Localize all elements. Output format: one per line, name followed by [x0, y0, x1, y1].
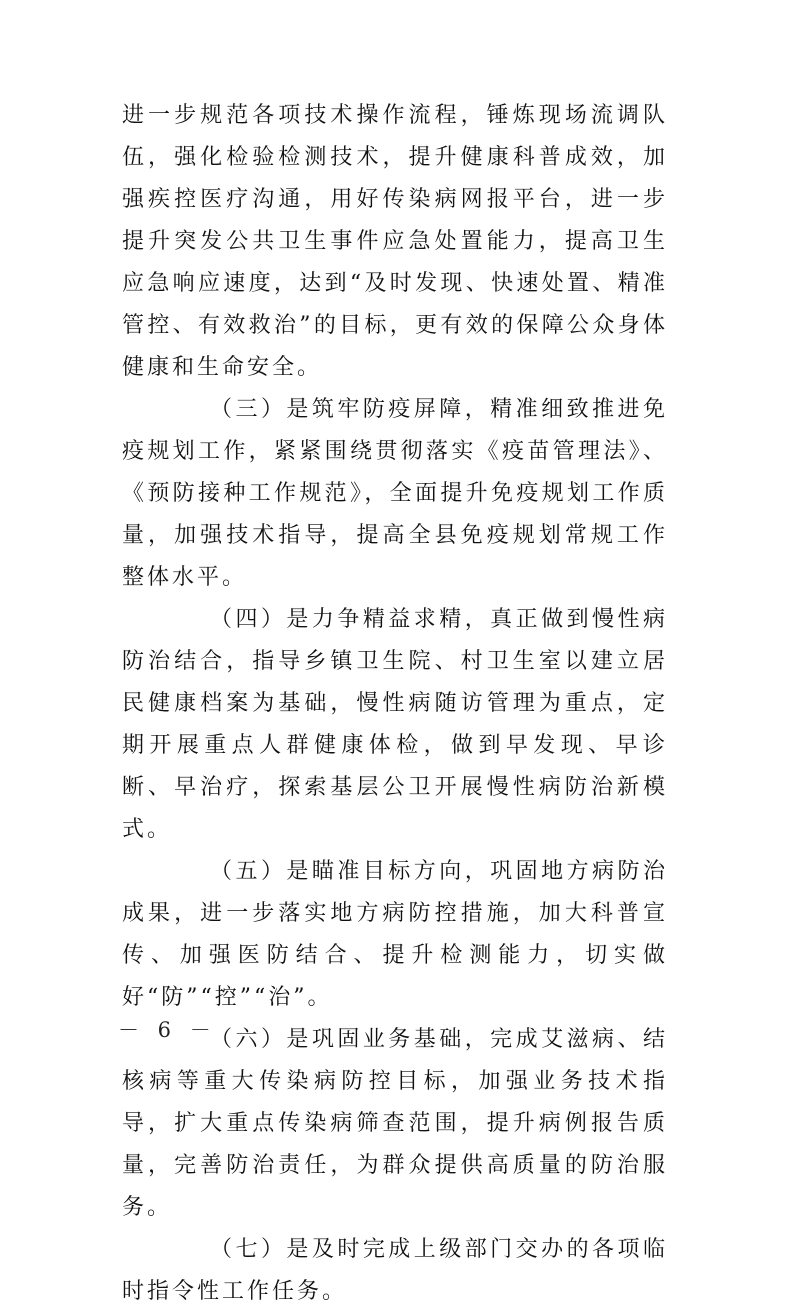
paragraph-continuation: 进一步规范各项技术操作流程，锤炼现场流调队伍，强化检验检测技术，提升健康科普成效，加强疾控医疗沟通，用好传染病网报平台，进一步提升突发公共卫生事件应急处置能力，提高卫生应急响应速度，达到“及时发现、快速处置、精准管控、有效救治”的目标，更有效的保障公众身体健康和生命安全。	[122, 103, 668, 380]
paragraph-item-7: （七）是及时完成上级部门交办的各项临时指令性工作任务。	[122, 1237, 668, 1304]
paragraph-item-3: （三）是筑牢防疫屏障，精准细致推进免疫规划工作，紧紧围绕贯彻落实《疫苗管理法》、《预防接种工作规范》，全面提升免疫规划工作质量，加强技术指导，提高全县免疫规划常规工作整体水平。	[122, 397, 668, 590]
paragraph-item-4: （四）是力争精益求精，真正做到慢性病防治结合，指导乡镇卫生院、村卫生室以建立居民健康档案为基础，慢性病随访管理为重点，定期开展重点人群健康体检，做到早发现、早诊断、早治疗，探索基层公卫开展慢性病防治新模式。	[122, 607, 668, 842]
page-number: － 6 －	[118, 1018, 217, 1042]
body-text	[122, 95, 668, 1313]
paragraph-item-5: （五）是瞄准目标方向，巩固地方病防治成果，进一步落实地方病防控措施，加大科普宣传、加强医防结合、提升检测能力，切实做好“防”“控”“治”。	[122, 859, 668, 1010]
paragraph-item-6: （六）是巩固业务基础，完成艾滋病、结核病等重大传染病防控目标，加强业务技术指导，扩大重点传染病筛查范围，提升病例报告质量，完善防治责任，为群众提供高质量的防治服务。	[122, 1027, 668, 1220]
